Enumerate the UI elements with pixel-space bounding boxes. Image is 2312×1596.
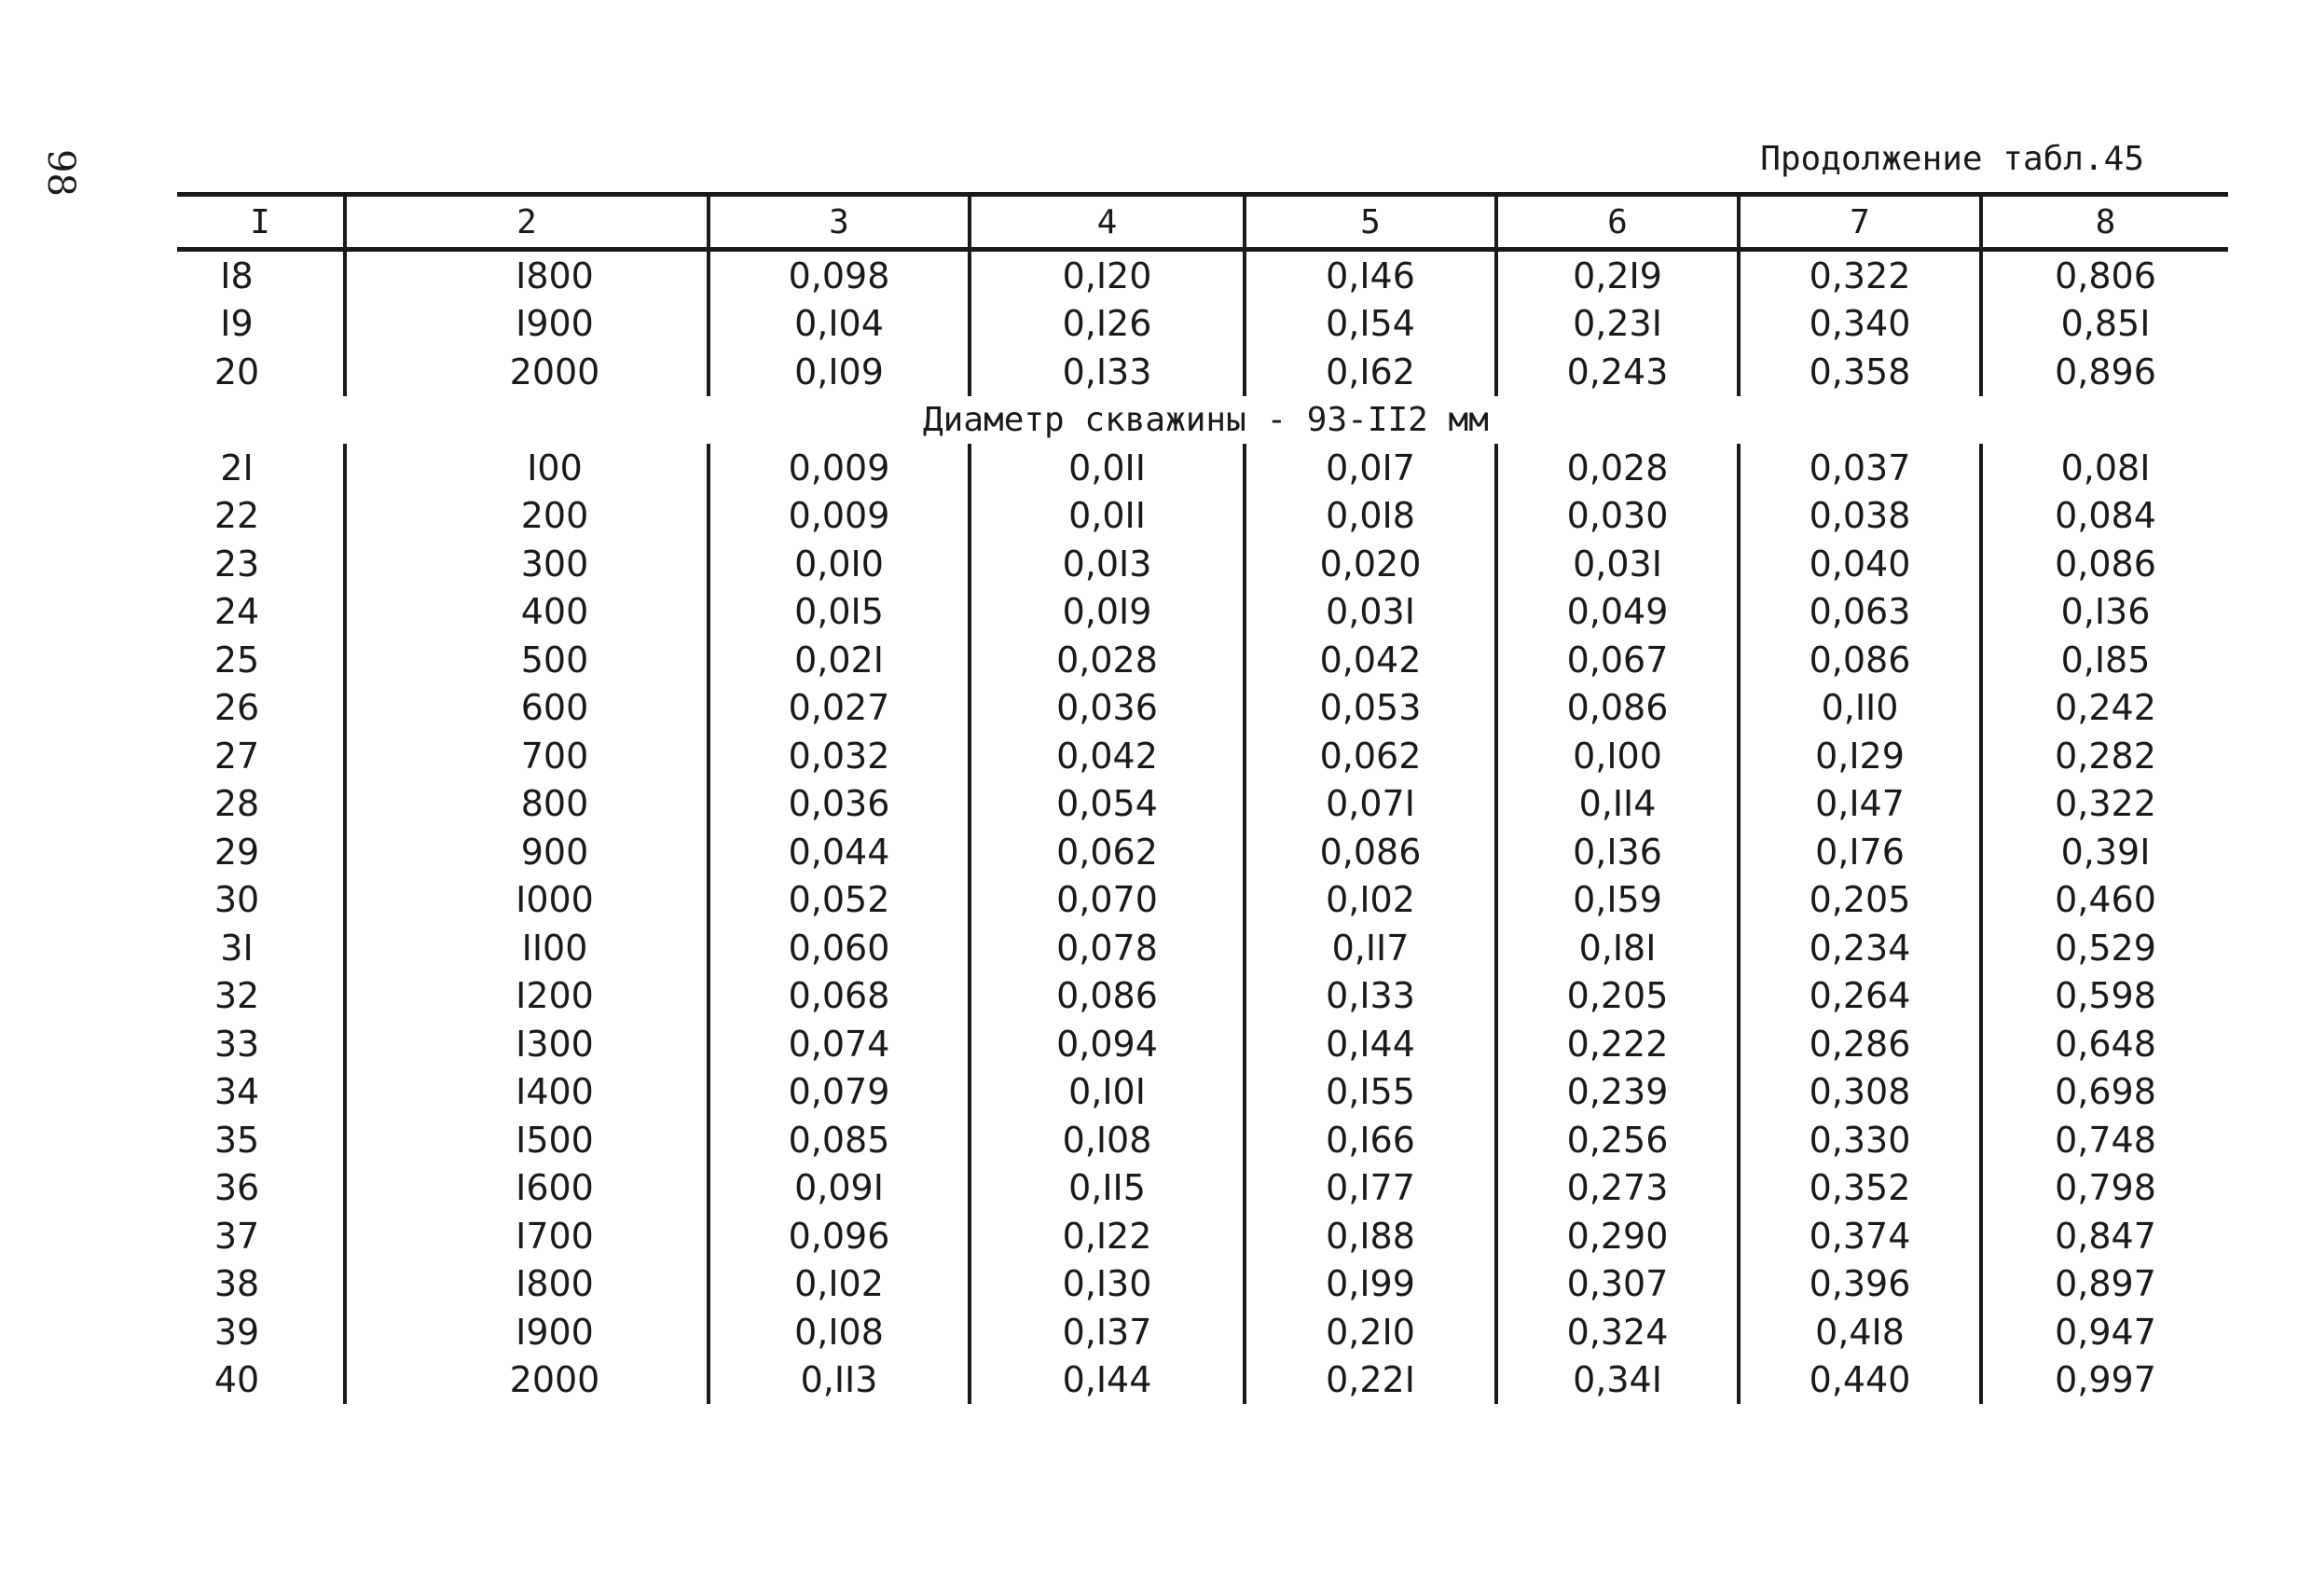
table-cell: 24 <box>213 591 260 633</box>
table-cell: 0,2I9 <box>1496 250 1739 300</box>
table-cell: 0,I47 <box>1739 780 1981 829</box>
table-cell: 0,322 <box>1739 250 1981 300</box>
table-cell: I9 <box>220 303 254 345</box>
table-cell: 0,I44 <box>970 1356 1245 1405</box>
table-cell: 0,352 <box>1739 1164 1981 1213</box>
table-cell: 0,03I <box>1496 540 1739 588</box>
table-cell: I000 <box>345 876 709 925</box>
table-row <box>177 684 2228 733</box>
table-cell: 0,084 <box>1981 492 2228 541</box>
table-cell: 0,I55 <box>1245 1068 1496 1117</box>
table-cell: 0,09I <box>709 1164 970 1213</box>
table-cell: 0,086 <box>1981 540 2228 588</box>
table-cell: 0,049 <box>1496 588 1739 637</box>
table-cell: 0,896 <box>1981 348 2228 396</box>
section-row <box>177 396 2228 445</box>
table-cell: I800 <box>345 1260 709 1309</box>
table-cell: 0,307 <box>1496 1260 1739 1309</box>
table-cell: 0,036 <box>970 684 1245 733</box>
table-cell: 32 <box>213 975 260 1017</box>
table-cell: 0,I37 <box>970 1308 1245 1356</box>
table-cell: 0,07I <box>1245 780 1496 829</box>
table-cell: 0,897 <box>1981 1260 2228 1309</box>
table-cell: 0,286 <box>1739 1020 1981 1068</box>
table-cell: II00 <box>345 924 709 972</box>
table-cell: 0,396 <box>1739 1260 1981 1309</box>
table-cell: 0,040 <box>1739 540 1981 588</box>
table-cell: 0,I36 <box>1496 828 1739 876</box>
table-row <box>177 1356 2228 1405</box>
table-cell: 0,036 <box>709 780 970 829</box>
table-cell: 20 <box>213 351 260 392</box>
table-cell: I300 <box>345 1020 709 1068</box>
table-cell: 0,062 <box>1245 732 1496 780</box>
table-cell: 0,II0 <box>1739 684 1981 733</box>
table-cell: 0,086 <box>970 972 1245 1021</box>
header-cell: 2 <box>345 195 709 250</box>
table-cell: 0,806 <box>1981 250 2228 300</box>
table-cell: 0,0I9 <box>970 588 1245 637</box>
table-cell: 0,0I8 <box>1245 492 1496 541</box>
table-caption: Продолжение табл.45 <box>1760 140 2144 178</box>
table-cell: I800 <box>345 250 709 300</box>
table-cell: 0,I29 <box>1739 732 1981 780</box>
table-cell: 2000 <box>345 1356 709 1405</box>
table-cell: 0,062 <box>970 828 1245 876</box>
table-cell: 0,067 <box>1496 636 1739 684</box>
data-table <box>177 192 2228 1404</box>
table-cell: 0,I66 <box>1245 1116 1496 1164</box>
table-cell: I00 <box>345 444 709 492</box>
table-cell: 40 <box>213 1359 260 1401</box>
table-cell: 35 <box>213 1119 260 1161</box>
header-cell: 8 <box>1981 195 2228 250</box>
table-cell: 0,068 <box>709 972 970 1021</box>
table-cell: 0,027 <box>709 684 970 733</box>
table-row <box>177 1308 2228 1356</box>
table-cell: 0,042 <box>1245 636 1496 684</box>
table-row <box>177 732 2228 780</box>
table-cell: 0,698 <box>1981 1068 2228 1117</box>
table-cell: 0,I54 <box>1245 300 1496 349</box>
table-cell: 0,028 <box>1496 444 1739 492</box>
table-row <box>177 1260 2228 1309</box>
table-cell: 0,322 <box>1981 780 2228 829</box>
table-cell: 0,358 <box>1739 348 1981 396</box>
table-cell: 0,4I8 <box>1739 1308 1981 1356</box>
table-cell: 0,205 <box>1739 876 1981 925</box>
table-row <box>177 636 2228 684</box>
table-cell: 0,032 <box>709 732 970 780</box>
table-cell: 0,243 <box>1496 348 1739 396</box>
table-cell: 0,028 <box>970 636 1245 684</box>
table-cell: 0,086 <box>1496 684 1739 733</box>
table-cell: 3I <box>220 927 254 969</box>
table-cell: 0,282 <box>1981 732 2228 780</box>
table-cell: 25 <box>213 639 260 681</box>
table-cell: 0,330 <box>1739 1116 1981 1164</box>
table-cell: 0,239 <box>1496 1068 1739 1117</box>
table-cell: 0,086 <box>1739 636 1981 684</box>
table-cell: 33 <box>213 1023 260 1065</box>
table-cell: 0,85I <box>1981 300 2228 349</box>
table-cell: 0,0I0 <box>709 540 970 588</box>
table-cell: 0,I04 <box>709 300 970 349</box>
table-cell: 0,39I <box>1981 828 2228 876</box>
table-cell: 0,037 <box>1739 444 1981 492</box>
table-cell: I200 <box>345 972 709 1021</box>
header-cell: 3 <box>709 195 970 250</box>
table-cell: 0,264 <box>1739 972 1981 1021</box>
table-row <box>177 300 2228 349</box>
table-row <box>177 972 2228 1021</box>
table-row <box>177 348 2228 396</box>
table-row <box>177 540 2228 588</box>
table-cell: 0,I36 <box>1981 588 2228 637</box>
table-cell: 0,I09 <box>709 348 970 396</box>
table-cell: 0,529 <box>1981 924 2228 972</box>
table-cell: 0,079 <box>709 1068 970 1117</box>
table-cell: 0,34I <box>1496 1356 1739 1405</box>
table-cell: 0,I62 <box>1245 348 1496 396</box>
table-cell: 0,748 <box>1981 1116 2228 1164</box>
table-row <box>177 780 2228 829</box>
table-cell: 23 <box>213 543 260 585</box>
table-cell: 2I <box>220 447 254 488</box>
header-cell: I <box>250 202 270 241</box>
table-cell: 0,I46 <box>1245 250 1496 300</box>
table-cell: 0,648 <box>1981 1020 2228 1068</box>
table-cell: 0,I8I <box>1496 924 1739 972</box>
table-cell: 34 <box>213 1071 260 1113</box>
table-cell: 0,03I <box>1245 588 1496 637</box>
table-cell: 0,324 <box>1496 1308 1739 1356</box>
table-row <box>177 1116 2228 1164</box>
header-cell: 4 <box>970 195 1245 250</box>
table-cell: I8 <box>220 255 254 296</box>
table-cell: 0,0I5 <box>709 588 970 637</box>
table-cell: 0,030 <box>1496 492 1739 541</box>
table-cell: 26 <box>213 687 260 729</box>
table-cell: 0,I76 <box>1739 828 1981 876</box>
table-cell: 0,009 <box>709 444 970 492</box>
table-cell: 0,08I <box>1981 444 2228 492</box>
table-cell: 0,374 <box>1739 1212 1981 1260</box>
table-cell: 22 <box>213 495 260 537</box>
table-cell: 0,847 <box>1981 1212 2228 1260</box>
table-cell: 0,I0I <box>970 1068 1245 1117</box>
table-cell: 2000 <box>345 348 709 396</box>
section-spacer <box>177 396 709 445</box>
table-cell: 0,009 <box>709 492 970 541</box>
table-row <box>177 924 2228 972</box>
table-row <box>177 828 2228 876</box>
table-cell: 0,053 <box>1245 684 1496 733</box>
table-cell: 0,052 <box>709 876 970 925</box>
table-cell: I900 <box>345 1308 709 1356</box>
table-cell: 0,0II <box>970 444 1245 492</box>
table-row <box>177 444 2228 492</box>
table-cell: 0,I44 <box>1245 1020 1496 1068</box>
table-cell: 0,I33 <box>970 348 1245 396</box>
table-cell: 0,23I <box>1496 300 1739 349</box>
table-cell: I500 <box>345 1116 709 1164</box>
table-cell: 0,798 <box>1981 1164 2228 1213</box>
table-cell: 27 <box>213 735 260 777</box>
header-cell: 7 <box>1739 195 1981 250</box>
table-cell: 0,242 <box>1981 684 2228 733</box>
table-row <box>177 1068 2228 1117</box>
table-cell: 0,234 <box>1739 924 1981 972</box>
table-row <box>177 250 2228 300</box>
table-row <box>177 492 2228 541</box>
table-cell: 0,I02 <box>709 1260 970 1309</box>
table-row <box>177 1212 2228 1260</box>
table-cell: 0,074 <box>709 1020 970 1068</box>
table-cell: 0,I30 <box>970 1260 1245 1309</box>
table-cell: 0,2I0 <box>1245 1308 1496 1356</box>
table-cell: 0,II7 <box>1245 924 1496 972</box>
table-cell: 600 <box>345 684 709 733</box>
header-cell: 5 <box>1245 195 1496 250</box>
table-cell: 0,020 <box>1245 540 1496 588</box>
table-cell: 0,070 <box>970 876 1245 925</box>
table-cell: 0,085 <box>709 1116 970 1164</box>
table-cell: 0,II5 <box>970 1164 1245 1213</box>
table-cell: 0,0II <box>970 492 1245 541</box>
table-cell: 0,02I <box>709 636 970 684</box>
table-cell: I400 <box>345 1068 709 1117</box>
table-cell: 0,340 <box>1739 300 1981 349</box>
page-number: 98 <box>39 149 82 197</box>
table-cell: 0,0I7 <box>1245 444 1496 492</box>
table-cell: 0,I08 <box>970 1116 1245 1164</box>
table-cell: I600 <box>345 1164 709 1213</box>
table-cell: 0,222 <box>1496 1020 1739 1068</box>
header-cell: 6 <box>1496 195 1739 250</box>
table-cell: 0,I59 <box>1496 876 1739 925</box>
header-row <box>177 195 2228 250</box>
table-cell: 0,997 <box>1981 1356 2228 1405</box>
table-cell: 0,947 <box>1981 1308 2228 1356</box>
table-cell: 0,086 <box>1245 828 1496 876</box>
table-cell: 0,22I <box>1245 1356 1496 1405</box>
table-cell: 0,II4 <box>1496 780 1739 829</box>
table-cell: 0,256 <box>1496 1116 1739 1164</box>
table-cell: 0,290 <box>1496 1212 1739 1260</box>
table-cell: 0,I00 <box>1496 732 1739 780</box>
table-cell: 0,054 <box>970 780 1245 829</box>
table-cell: 28 <box>213 783 260 825</box>
table-cell: 0,I33 <box>1245 972 1496 1021</box>
table-cell: 38 <box>213 1263 260 1305</box>
table-cell: 0,060 <box>709 924 970 972</box>
table-cell: 0,I85 <box>1981 636 2228 684</box>
table-cell: 0,460 <box>1981 876 2228 925</box>
table-cell: 0,063 <box>1739 588 1981 637</box>
table-header <box>177 195 2228 250</box>
table-cell: 0,I88 <box>1245 1212 1496 1260</box>
table-row <box>177 1020 2228 1068</box>
table-cell: 36 <box>213 1167 260 1209</box>
table-cell: 0,038 <box>1739 492 1981 541</box>
table-cell: 0,440 <box>1739 1356 1981 1405</box>
table-cell: 0,I20 <box>970 250 1245 300</box>
table-cell: 900 <box>345 828 709 876</box>
table-cell: 0,078 <box>970 924 1245 972</box>
table-row <box>177 876 2228 925</box>
table-cell: 0,I22 <box>970 1212 1245 1260</box>
table-cell: 0,042 <box>970 732 1245 780</box>
data-table-container <box>177 192 2228 1404</box>
table-cell: 0,I26 <box>970 300 1245 349</box>
table-cell: 700 <box>345 732 709 780</box>
table-cell: 0,273 <box>1496 1164 1739 1213</box>
table-cell: 800 <box>345 780 709 829</box>
table-cell: 400 <box>345 588 709 637</box>
table-cell: 300 <box>345 540 709 588</box>
table-cell: 39 <box>213 1311 260 1353</box>
table-cell: 29 <box>213 831 260 873</box>
table-cell: 0,I02 <box>1245 876 1496 925</box>
table-cell: 0,205 <box>1496 972 1739 1021</box>
table-cell: 0,096 <box>709 1212 970 1260</box>
table-cell: 500 <box>345 636 709 684</box>
table-cell: 0,598 <box>1981 972 2228 1021</box>
table-row <box>177 588 2228 637</box>
table-cell: 0,308 <box>1739 1068 1981 1117</box>
table-cell: 0,094 <box>970 1020 1245 1068</box>
table-body <box>177 250 2228 1405</box>
table-cell: 0,098 <box>709 250 970 300</box>
table-cell: 0,II3 <box>709 1356 970 1405</box>
table-cell: 30 <box>213 879 260 921</box>
table-cell: I900 <box>345 300 709 349</box>
table-cell: 0,I99 <box>1245 1260 1496 1309</box>
table-cell: 0,0I3 <box>970 540 1245 588</box>
section-label: Диаметр скважины - 93-II2 мм <box>923 400 1489 439</box>
table-cell: I700 <box>345 1212 709 1260</box>
table-cell: 37 <box>213 1215 260 1257</box>
table-cell: 200 <box>345 492 709 541</box>
table-cell: 0,I08 <box>709 1308 970 1356</box>
table-row <box>177 1164 2228 1213</box>
table-cell: 0,044 <box>709 828 970 876</box>
table-cell: 0,I77 <box>1245 1164 1496 1213</box>
